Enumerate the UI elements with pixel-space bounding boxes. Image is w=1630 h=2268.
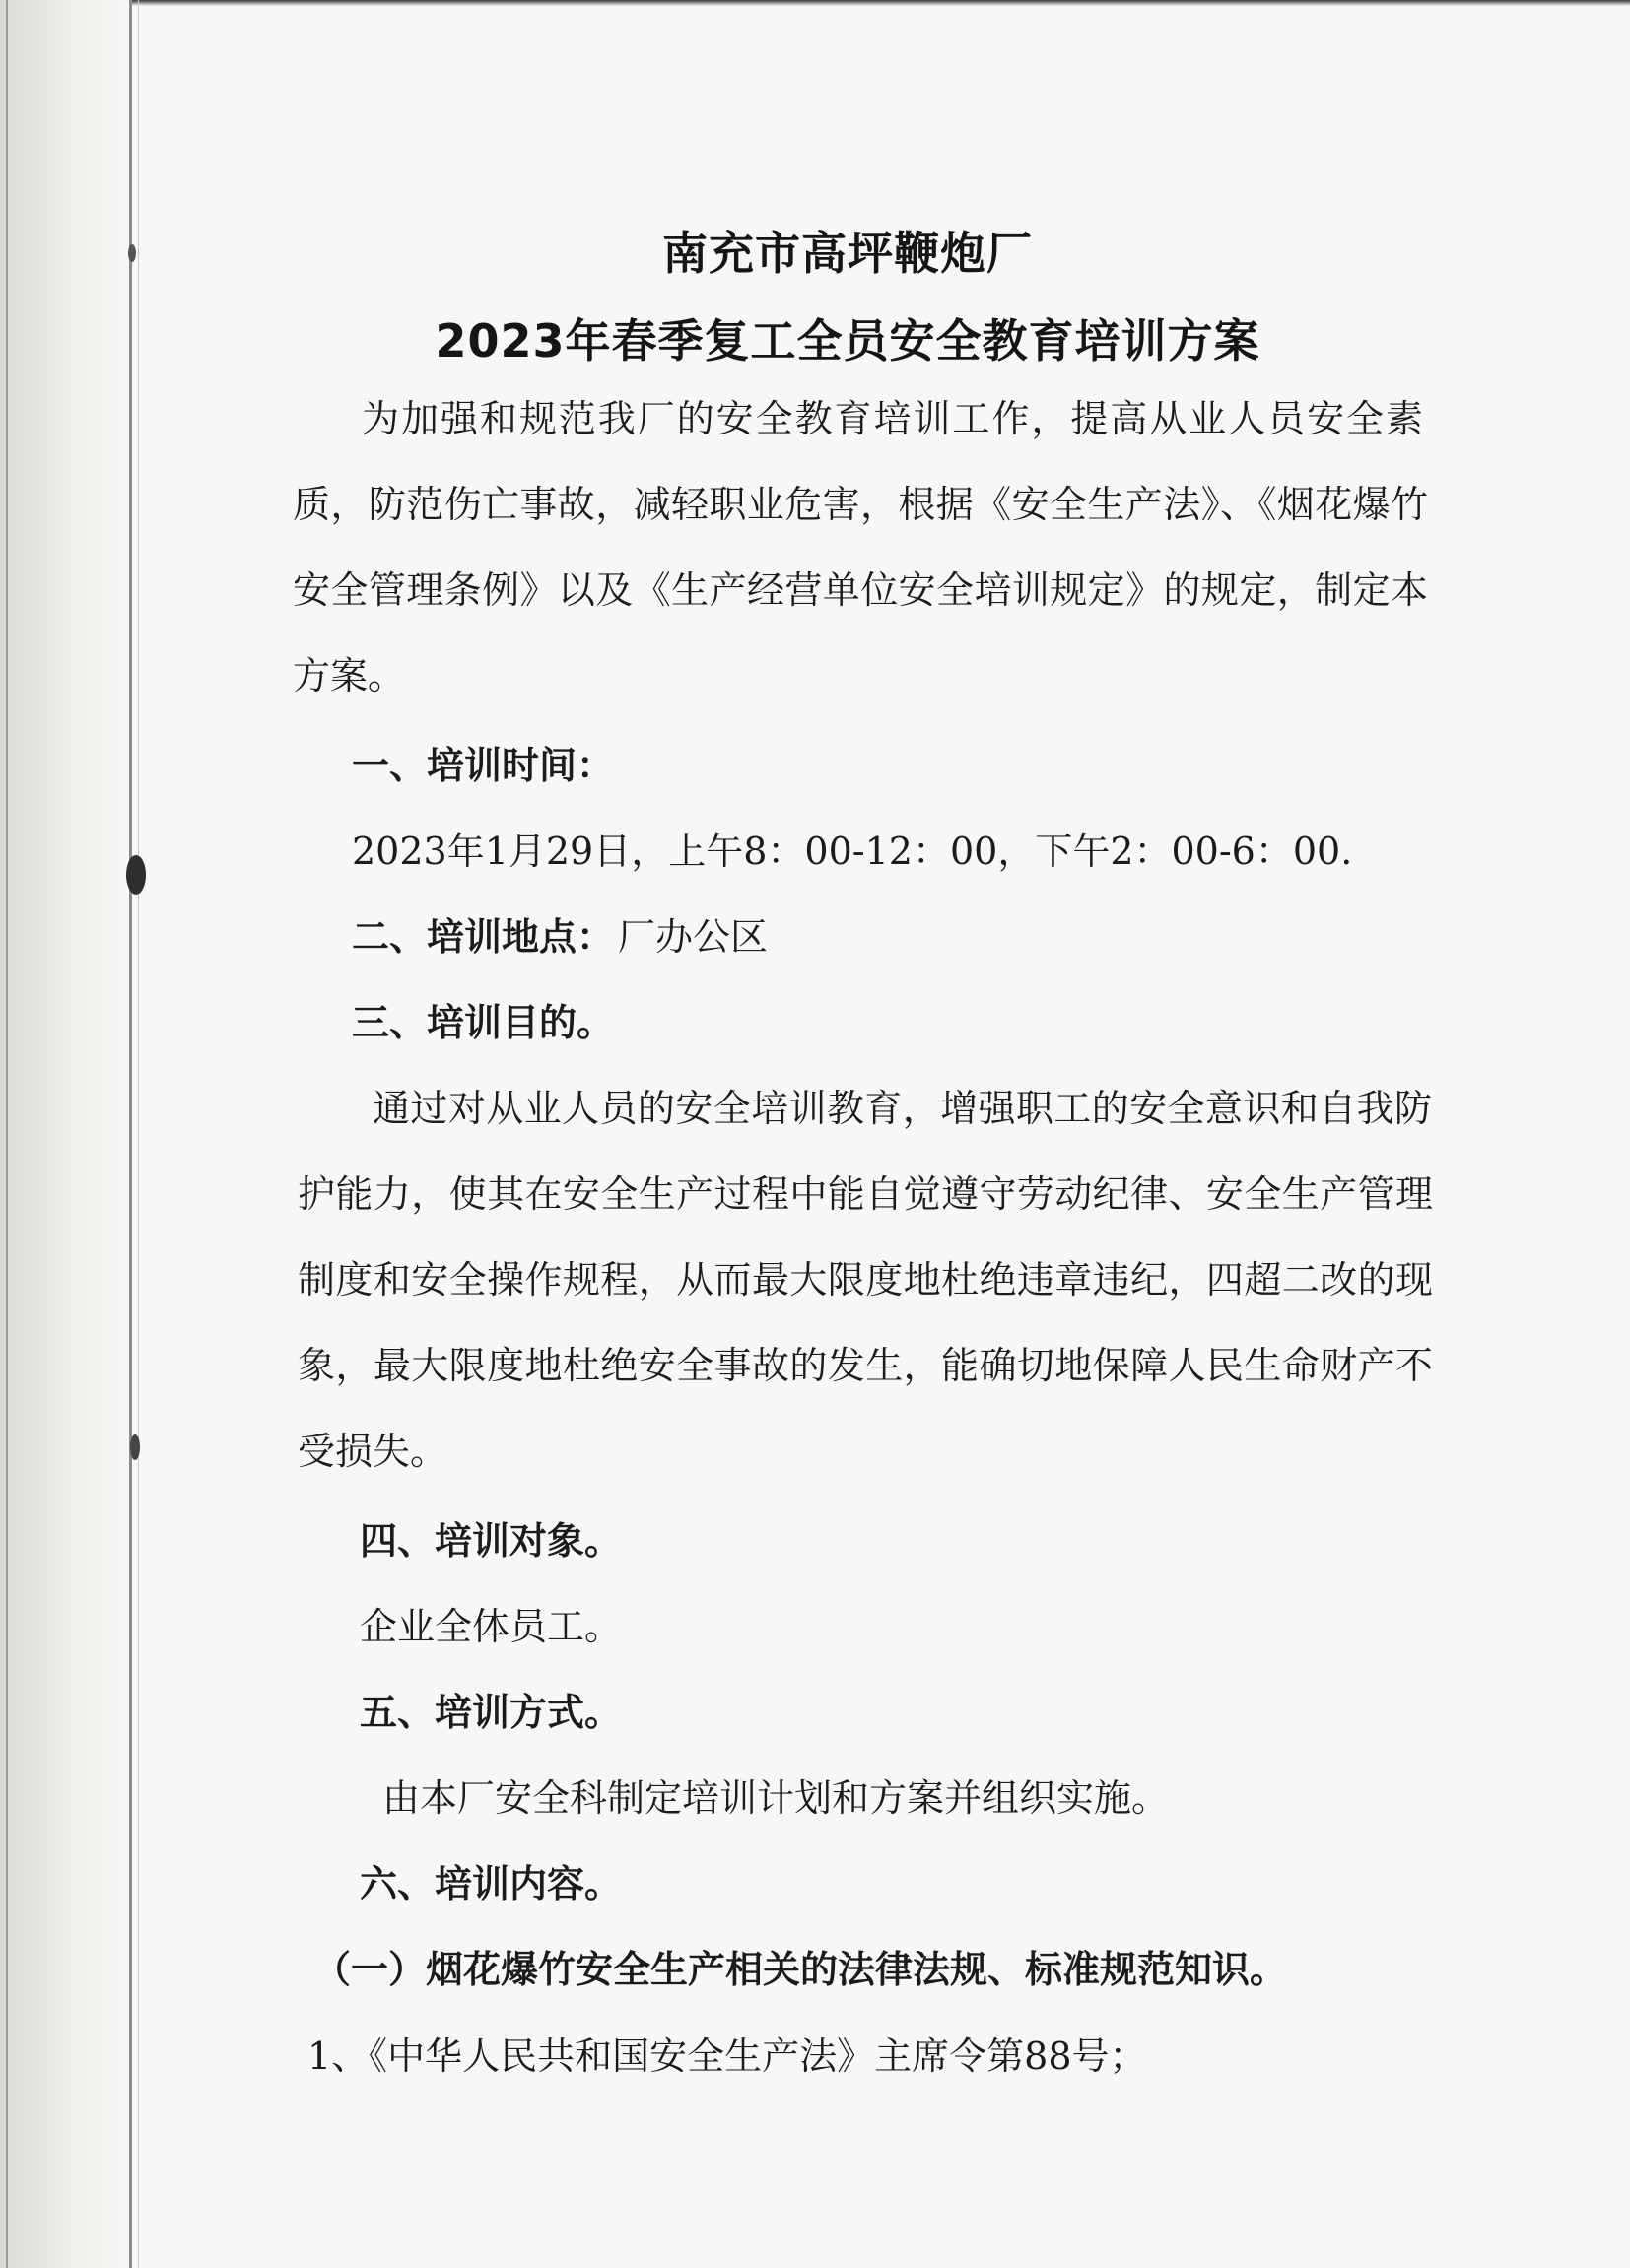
intro-line: 安全管理条例》以及《生产经营单位安全培训规定》的规定，制定本: [293, 568, 1428, 612]
intro-line: 方案。: [293, 654, 406, 698]
purpose-line: 象，最大限度地杜绝安全事故的发生，能确切地保障人民生命财产不: [298, 1344, 1433, 1387]
section-heading-content: 六、培训内容。: [360, 1862, 623, 1905]
purpose-line: 受损失。: [298, 1430, 448, 1473]
purpose-line: 通过对从业人员的安全培训教育，增强职工的安全意识和自我防: [373, 1087, 1432, 1130]
section-heading-audience: 四、培训对象。: [360, 1519, 623, 1563]
document-title-line1: 南充市高坪鞭炮厂: [662, 227, 1033, 280]
intro-line: 质，防范伤亡事故，减轻职业危害，根据《安全生产法》、《烟花爆竹: [293, 483, 1428, 526]
content-subheading: （一）烟花爆竹安全生产相关的法律法规、标准规范知识。: [313, 1948, 1288, 1991]
intro-line: 为加强和规范我厂的安全教育培训工作，提高从业人员安全素: [362, 397, 1423, 440]
training-location: 厂办公区: [618, 915, 769, 959]
section-heading-location: 二、培训地点：: [352, 915, 615, 959]
purpose-line: 制度和安全操作规程，从而最大限度地杜绝违章违纪，四超二改的现: [298, 1258, 1433, 1301]
section-heading-time: 一、培训时间：: [352, 744, 615, 787]
section-heading-method: 五、培训方式。: [360, 1691, 623, 1734]
document-title-line2: 2023年春季复工全员安全教育培训方案: [435, 314, 1260, 367]
purpose-line: 护能力，使其在安全生产过程中能自觉遵守劳动纪律、安全生产管理: [298, 1172, 1433, 1216]
section-heading-purpose: 三、培训目的。: [352, 1001, 615, 1044]
training-method: 由本厂安全科制定培训计划和方案并组织实施。: [382, 1776, 1170, 1820]
training-audience: 企业全体员工。: [360, 1605, 623, 1648]
training-time: 2023年1月29日，上午8：00-12：00，下午2：00-6：00.: [352, 830, 1353, 873]
content-item: 1、《中华人民共和国安全生产法》主席令第88号；: [307, 2035, 1147, 2078]
